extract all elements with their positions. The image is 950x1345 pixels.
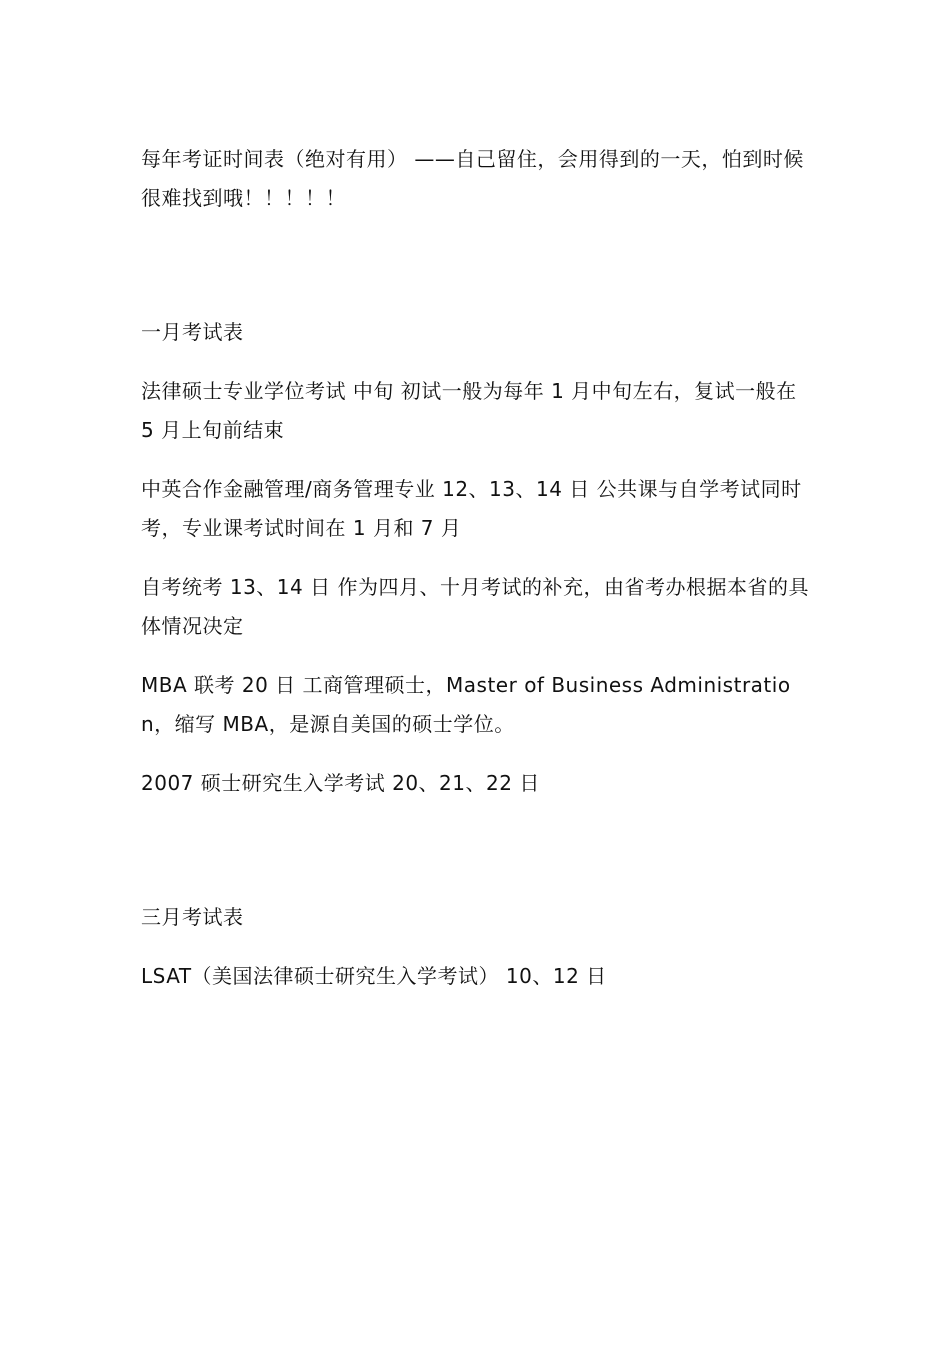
entry-law-master: 法律硕士专业学位考试 中旬 初试一般为每年 1 月中旬左右，复试一般在 5 月上旬前结束 [141, 379, 797, 442]
intro-paragraph: 每年考证时间表（绝对有用） ——自己留住，会用得到的一天，怕到时候很难找到哦！！！！！ [141, 147, 804, 210]
entry-self-exam: 自考统考 13、14 日 作为四月、十月考试的补充，由省考办根据本省的具体情况决定 [141, 575, 809, 638]
entry-sino-british: 中英合作金融管理/商务管理专业 12、13、14 日 公共课与自学考试同时考，专业课考试时间在 1 月和 7 月 [141, 477, 802, 540]
entry-graduate-exam: 2007 硕士研究生入学考试 20、21、22 日 [141, 771, 540, 795]
document-body [141, 140, 811, 996]
section-heading-march: 三月考试表 [141, 905, 244, 929]
entry-mba: MBA 联考 20 日 工商管理硕士，Master of Business Administration，缩写 MBA，是源自美国的硕士学位。 [141, 673, 791, 736]
entry-lsat: LSAT（美国法律硕士研究生入学考试） 10、12 日 [141, 964, 607, 988]
section-heading-january: 一月考试表 [141, 320, 244, 344]
